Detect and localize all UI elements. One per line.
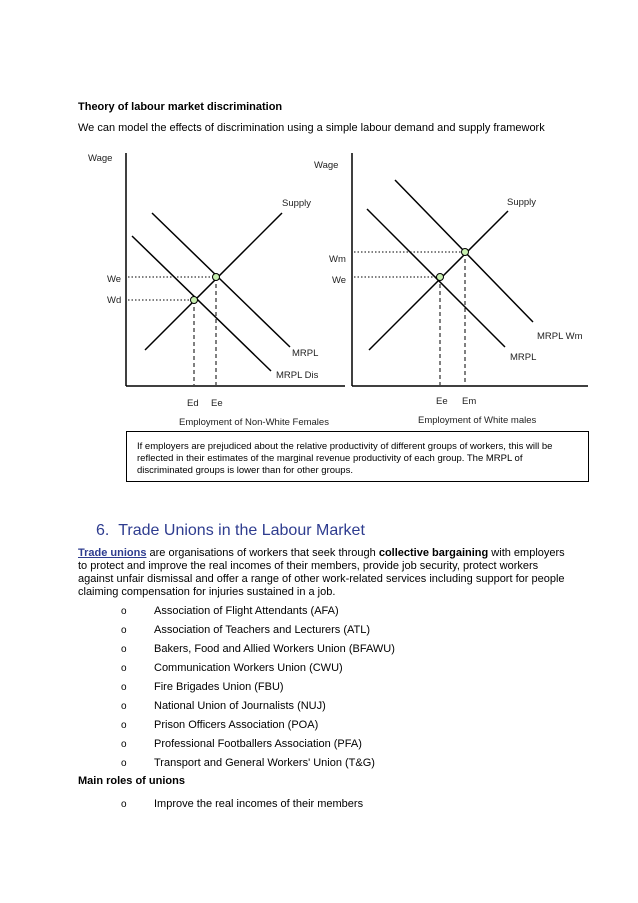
right-mrpl-wm-label: MRPL Wm [537, 331, 583, 342]
left-mrpl-dis-curve [132, 236, 271, 371]
trade-unions-link[interactable]: Trade unions [78, 547, 147, 559]
list-item [121, 798, 363, 810]
right-supply-label: Supply [507, 197, 537, 208]
section-title [96, 522, 365, 540]
bullet-marker: o [121, 758, 127, 769]
left-ee-label: Ee [211, 398, 223, 409]
left-supply-curve [145, 213, 282, 350]
left-equilibrium-we [213, 274, 220, 281]
left-x-axis-label: Employment of Non-White Females [179, 417, 329, 428]
bullet-marker: o [121, 606, 127, 617]
list-item-label: Prison Officers Association (POA) [154, 719, 319, 731]
right-wm-label: Wm [329, 254, 346, 262]
section-number: 6. [96, 522, 110, 539]
left-ed-label: Ed [187, 398, 199, 409]
bullet-marker: o [121, 663, 127, 674]
list-item-label: Fire Brigades Union (FBU) [154, 681, 284, 693]
list-item-label: Transport and General Workers' Union (T&G) [154, 757, 375, 769]
bullet-marker: o [121, 644, 127, 655]
section-paragraph-line-2: to protect and improve the real incomes of their members, provide job security, protect workers [78, 560, 539, 572]
section-title-text: Trade Unions in the Labour Market [118, 522, 365, 539]
list-item [121, 757, 375, 769]
diagram-note-text: If employers are prejudiced about the relative productivity of different groups of workers, this will be reflected in their estimates of the marginal revenue productivity of each group. The MRPL of discriminated groups is lower than for other groups. [137, 441, 553, 476]
bullet-marker: o [121, 682, 127, 693]
bullet-marker: o [121, 701, 127, 712]
diagram-note-box [126, 431, 589, 482]
list-item-label: National Union of Journalists (NUJ) [154, 700, 326, 712]
right-mrpl-label: MRPL [510, 352, 537, 363]
left-equilibrium-wd [191, 297, 198, 304]
list-item [121, 643, 395, 655]
paragraph-part-2: with employers [488, 547, 565, 559]
right-ee-label: Ee [436, 396, 448, 404]
list-item [121, 681, 284, 693]
section-heading: Theory of labour market discrimination [78, 101, 283, 113]
list-item-label: Bakers, Food and Allied Workers Union (BFAWU) [154, 643, 395, 655]
right-em-label: Em [462, 396, 477, 404]
list-item-label: Association of Teachers and Lecturers (ATL) [154, 624, 371, 636]
paragraph-part-1: are organisations of workers that seek through [146, 547, 379, 559]
left-mrpl-label: MRPL [292, 348, 319, 359]
left-supply-label: Supply [282, 198, 312, 209]
list-item [121, 605, 339, 617]
right-x-axis-label: Employment of White males [418, 415, 537, 426]
list-item [121, 624, 370, 636]
section-paragraph-line-1 [78, 546, 565, 560]
intro-text: We can model the effects of discrimination using a simple labour demand and supply framework [78, 122, 545, 134]
list-item-label: Communication Workers Union (CWU) [154, 662, 343, 674]
bullet-marker: o [121, 625, 127, 636]
left-mrpl-dis-label: MRPL Dis [276, 370, 319, 381]
list-item [121, 738, 362, 750]
left-wage-label: Wage [88, 153, 113, 164]
right-equilibrium-we [437, 274, 444, 281]
list-item [121, 719, 318, 731]
left-mrpl-curve [152, 213, 290, 347]
bullet-marker: o [121, 720, 127, 731]
right-equilibrium-wm [462, 249, 469, 256]
list-item-label: Professional Footballers Association (PFA) [154, 738, 362, 750]
left-wd-label: Wd [107, 295, 122, 306]
left-we-label: We [107, 274, 122, 285]
right-wage-label: Wage [314, 160, 339, 171]
section-paragraph-line-4: claiming compensation for injuries sustained in a job. [78, 586, 336, 598]
right-we-label: We [332, 275, 347, 286]
collective-bargaining-text: collective bargaining [378, 547, 489, 559]
list-item [121, 662, 343, 674]
list-item-label: Association of Flight Attendants (AFA) [154, 605, 339, 617]
section-paragraph-line-3: against unfair dismissal and offer a range of other work-related services including support for people [78, 573, 565, 585]
bullet-marker: o [121, 799, 127, 810]
list-item [121, 700, 326, 712]
list-item-label: Improve the real incomes of their members [154, 798, 364, 810]
bullet-marker: o [121, 739, 127, 750]
right-mrpl-curve [367, 209, 505, 347]
main-roles-heading: Main roles of unions [78, 775, 185, 787]
